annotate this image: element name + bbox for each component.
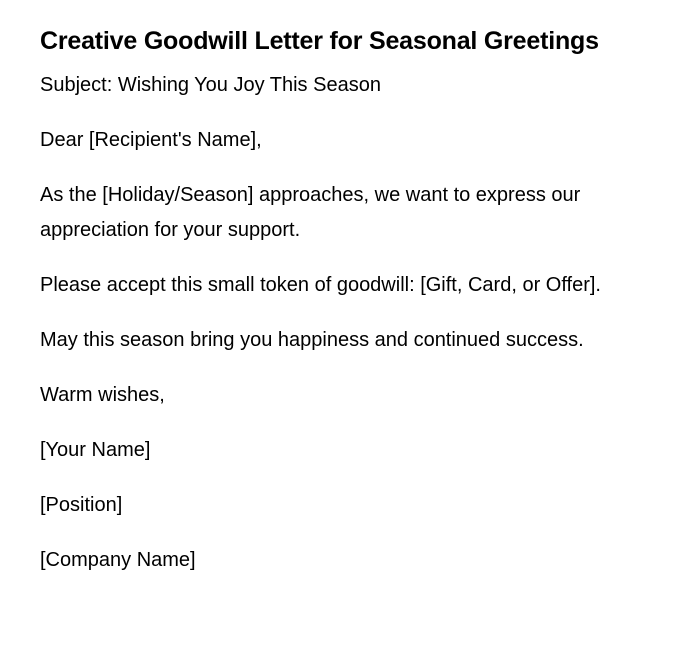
body-paragraph-goodwill: Please accept this small token of goodwill: [Gift, Card, or Offer]. xyxy=(40,274,601,296)
subject-line: Subject: Wishing You Joy This Season xyxy=(40,74,381,96)
closing: Warm wishes, xyxy=(40,384,165,406)
signature-company: [Company Name] xyxy=(40,549,196,571)
body-paragraph-appreciation: As the [Holiday/Season] approaches, we want to express our appreciation for your support. xyxy=(40,184,581,241)
page-title: Creative Goodwill Letter for Seasonal Greetings xyxy=(40,27,599,55)
signature-name: [Your Name] xyxy=(40,439,151,461)
signature-position: [Position] xyxy=(40,494,123,516)
body-paragraph-wishes: May this season bring you happiness and continued success. xyxy=(40,329,584,351)
letter-document xyxy=(40,24,640,598)
salutation: Dear [Recipient's Name], xyxy=(40,129,262,151)
